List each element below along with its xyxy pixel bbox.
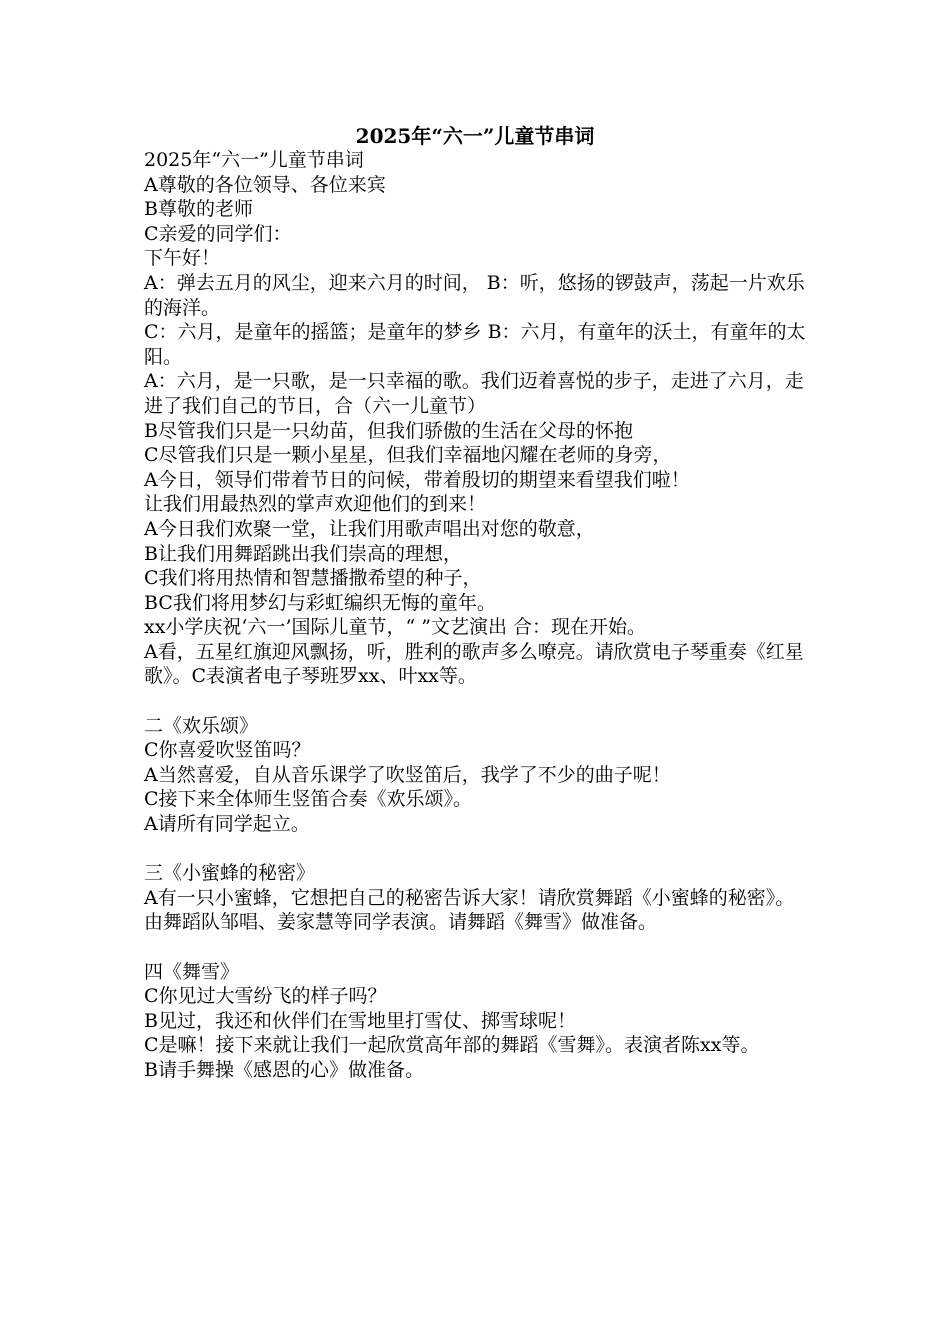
paragraph: A请所有同学起立。: [144, 813, 310, 836]
paragraph: 让我们用最热烈的掌声欢迎他们的到来！: [144, 493, 487, 516]
document-body: [144, 148, 810, 1083]
paragraph: B让我们用舞蹈跳出我们崇高的理想，: [144, 542, 462, 565]
paragraph: 二《欢乐颂》: [144, 714, 259, 737]
paragraph: C接下来全体师生竖笛合奏《欢乐颂》。: [144, 788, 473, 811]
document-title: 2025年“六一”儿童节串词: [355, 124, 595, 148]
paragraph: A：弹去五月的风尘，迎来六月的时间， B：听，悠扬的锣鼓声，荡起一片欢乐的海洋。: [144, 271, 805, 319]
paragraph: A：六月，是一只歌，是一只幸福的歌。我们迈着喜悦的步子，走进了六月，走进了我们自己的节日，合（六一儿童节）: [144, 370, 804, 417]
paragraph: A有一只小蜜蜂，它想把自己的秘密告诉大家！请欣赏舞蹈《小蜜蜂的秘密》。由舞蹈队邹唱、姜家慧等同学表演。请舞蹈《舞雪》做准备。: [144, 886, 795, 934]
paragraph: A当然喜爱，自从音乐课学了吹竖笛后，我学了不少的曲子呢！: [144, 763, 671, 786]
paragraph: C我们将用热情和智慧播撒希望的种子，: [144, 567, 482, 590]
paragraph: 2025年“六一”儿童节串词: [144, 149, 364, 171]
paragraph: C亲爱的同学们：: [144, 222, 292, 245]
paragraph: A尊敬的各位领导、各位来宾: [144, 173, 386, 196]
paragraph: C是嘛！接下来就让我们一起欣赏高年部的舞蹈《雪舞》。表演者陈xx等。: [144, 1034, 760, 1057]
paragraph: 下午好！: [144, 247, 221, 270]
paragraph: B请手舞操《感恩的心》做准备。: [144, 1058, 424, 1081]
paragraph: B见过，我还和伙伴们在雪地里打雪仗、掷雪球呢！: [144, 1009, 576, 1032]
blank-line: [144, 837, 810, 862]
paragraph: B尊敬的老师: [144, 198, 253, 221]
blank-line: [144, 935, 810, 960]
paragraph: A今日我们欢聚一堂，让我们用歌声唱出对您的敬意，: [144, 517, 595, 540]
paragraph: 四《舞雪》: [144, 960, 240, 983]
paragraph: B尽管我们只是一只幼苗，但我们骄傲的生活在父母的怀抱: [144, 419, 633, 442]
paragraph: C你见过大雪纷飞的样子吗？: [144, 985, 387, 1008]
paragraph: xx小学庆祝‘六一’国际儿童节，“ ”文艺演出 合：现在开始。: [144, 616, 647, 639]
paragraph: BC我们将用梦幻与彩虹编织无悔的童年。: [144, 591, 496, 614]
blank-line: [144, 689, 810, 714]
paragraph: C你喜爱吹竖笛吗？: [144, 739, 311, 762]
paragraph: C尽管我们只是一颗小星星，但我们幸福地闪耀在老师的身旁，: [144, 444, 672, 467]
paragraph: C：六月，是童年的摇篮；是童年的梦乡 B：六月，有童年的沃土，有童年的太阳。: [144, 321, 806, 368]
paragraph: A今日，领导们带着节日的问候，带着殷切的期望来看望我们啦！: [144, 468, 690, 491]
paragraph: A看，五星红旗迎风飘扬，听，胜利的歌声多么嘹亮。请欣赏电子琴重奏《红星歌》。C表演者电子琴班罗xx、叶xx等。: [144, 640, 804, 688]
paragraph: 三《小蜜蜂的秘密》: [144, 862, 316, 885]
